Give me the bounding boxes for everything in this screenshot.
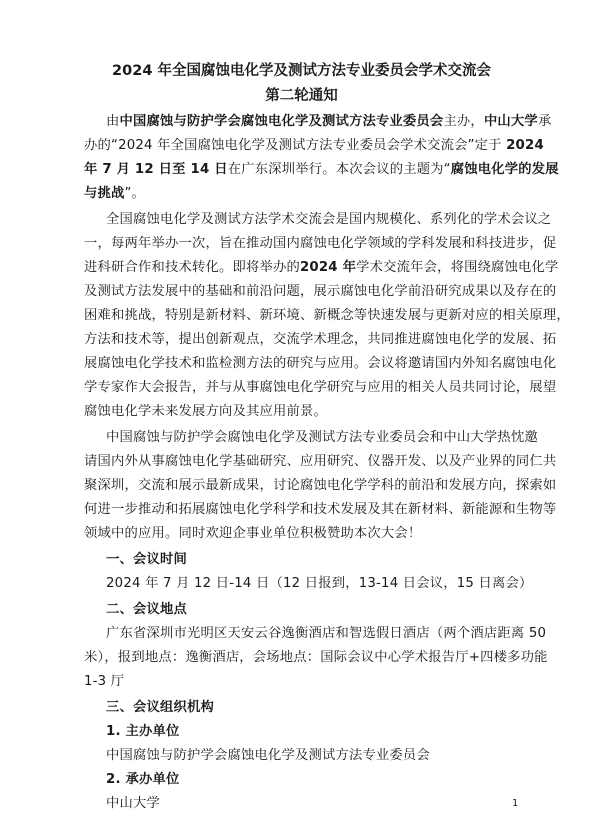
section-2-line-2: 米），报到地点：逸衡酒店，会场地点：国际会议中心学术报告厅+四楼多功能 bbox=[84, 650, 548, 665]
paragraph-3-line-4: 何进一步推动和拓展腐蚀电化学科学和技术发展及其在新材料、新能源和生物等 bbox=[84, 502, 557, 517]
paragraph-2-line-1: 全国腐蚀电化学及测试方法学术交流会是国内规模化、系列化的学术会议之 bbox=[106, 212, 552, 227]
paragraph-1-line-3: 年 7 月 12 日至 14 日在广东深圳举行。本次会议的主题为“腐蚀电化学的发展 bbox=[84, 162, 559, 177]
section-1-heading: 一、会议时间 bbox=[106, 552, 187, 567]
section-2-line-3: 1-3 厅 bbox=[84, 674, 125, 689]
paragraph-2-line-6: 方法和技术等，提出创新观点，交流学术理念，共同推进腐蚀电化学的发展、拓 bbox=[84, 332, 557, 347]
page-number: 1 bbox=[512, 798, 519, 809]
section-2-line-1: 广东省深圳市光明区天安云谷逸衡酒店和智选假日酒店（两个酒店距离 50 bbox=[106, 626, 547, 641]
paragraph-3-line-3: 聚深圳，交流和展示最新成果，讨论腐蚀电化学学科的前沿和发展方向，探索如 bbox=[84, 478, 557, 493]
paragraph-1-line-4: 与挑战”。 bbox=[84, 186, 146, 201]
section-3-heading: 三、会议组织机构 bbox=[106, 700, 214, 715]
paragraph-1-line-1: 由中国腐蚀与防护学会腐蚀电化学及测试方法专业委员会主办，中山大学承 bbox=[106, 114, 552, 129]
paragraph-2-line-7: 展腐蚀电化学技术和监检测方法的研究与应用。会议将邀请国内外知名腐蚀电化 bbox=[84, 356, 557, 371]
section-3-sub-1-heading: 1. 主办单位 bbox=[106, 724, 180, 739]
section-3-sub-1-text: 中国腐蚀与防护学会腐蚀电化学及测试方法专业委员会 bbox=[106, 748, 430, 763]
document-subtitle: 第二轮通知 bbox=[265, 88, 338, 104]
paragraph-3-line-1: 中国腐蚀与防护学会腐蚀电化学及测试方法专业委员会和中山大学热忱邀 bbox=[106, 430, 538, 445]
section-3-sub-2-text: 中山大学 bbox=[106, 796, 160, 811]
document-title: 2024 年全国腐蚀电化学及测试方法专业委员会学术交流会 bbox=[112, 63, 491, 79]
paragraph-3-line-5: 领域中的应用。同时欢迎企事业单位积极赞助本次大会！ bbox=[84, 526, 422, 541]
paragraph-1-line-2: 办的“2024 年全国腐蚀电化学及测试方法专业委员会学术交流会”定于 2024 bbox=[84, 138, 544, 153]
section-1-text: 2024 年 7 月 12 日-14 日（12 日报到，13-14 日会议，15 日离会） bbox=[106, 576, 533, 591]
paragraph-2-line-8: 学专家作大会报告，并与从事腐蚀电化学研究与应用的相关人员共同讨论，展望 bbox=[84, 380, 557, 395]
paragraph-2-line-3: 进科研合作和技术转化。即将举办的2024 年学术交流年会，将围绕腐蚀电化学 bbox=[84, 260, 559, 275]
paragraph-2-line-5: 困难和挑战，特别是新材料、新环境、新概念等快速发展与更新对应的相关原理， bbox=[84, 308, 570, 323]
section-2-heading: 二、会议地点 bbox=[106, 602, 187, 617]
section-3-sub-2-heading: 2. 承办单位 bbox=[106, 772, 180, 787]
paragraph-2-line-2: 一，每两年举办一次，旨在推动国内腐蚀电化学领域的学科发展和科技进步，促 bbox=[84, 236, 557, 251]
paragraph-2-line-9: 腐蚀电化学未来发展方向及其应用前景。 bbox=[84, 404, 327, 419]
paragraph-3-line-2: 请国内外从事腐蚀电化学基础研究、应用研究、仪器开发、以及产业界的同仁共 bbox=[84, 454, 557, 469]
paragraph-2-line-4: 及测试方法发展中的基础和前沿问题，展示腐蚀电化学前沿研究成果以及存在的 bbox=[84, 284, 557, 299]
